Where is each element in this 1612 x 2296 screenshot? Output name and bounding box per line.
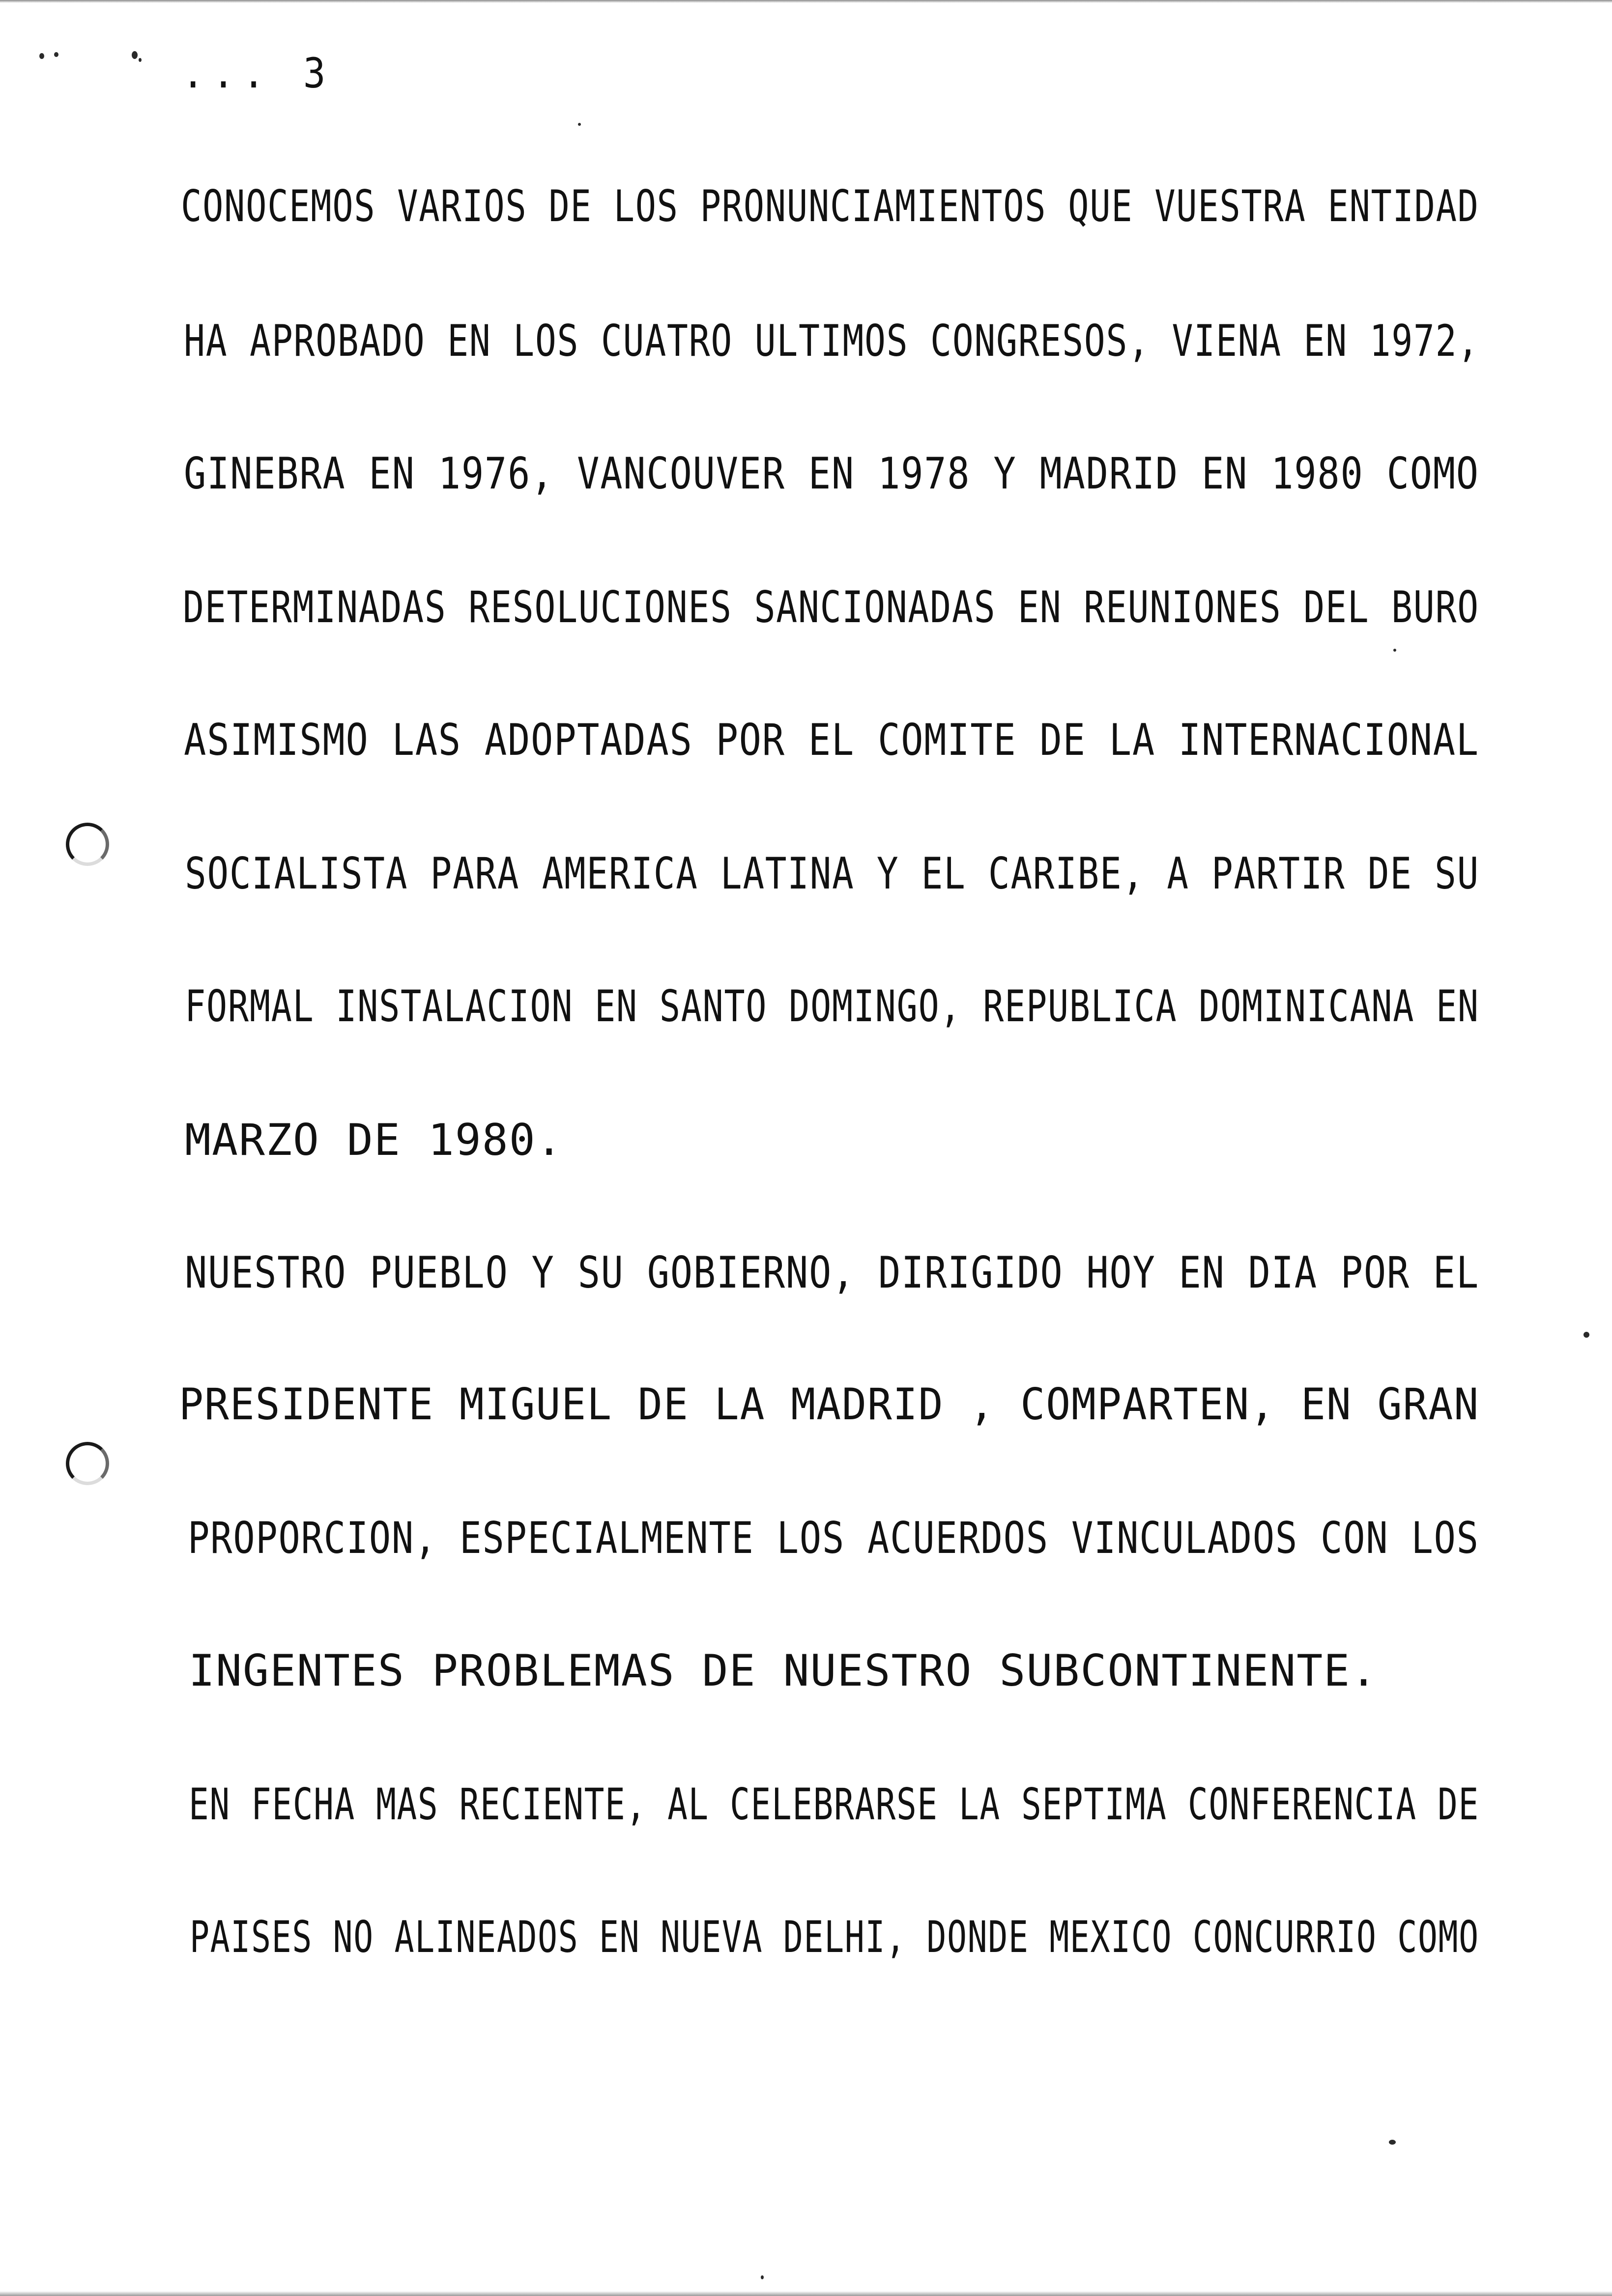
scan-speck: [1389, 2140, 1396, 2145]
scan-speck: [132, 51, 138, 59]
scan-speck: [1583, 1332, 1589, 1338]
body-line: NUESTRO PUEBLO Y SU GOBIERNO, DIRIGIDO HOY EN DIA POR EL: [185, 1247, 1480, 1298]
body-line: DETERMINADAS RESOLUCIONES SANCIONADAS EN REUNIONES DEL BURO: [183, 582, 1479, 632]
page-number-marker: ... 3: [182, 49, 334, 97]
scan-speck: [761, 2275, 764, 2279]
body-line: GINEBRA EN 1976, VANCOUVER EN 1978 Y MADRID EN 1980 COMO: [184, 448, 1479, 499]
scan-edge-top: [0, 0, 1612, 3]
punch-hole: [66, 823, 109, 866]
scan-speck: [139, 58, 142, 62]
body-line: INGENTES PROBLEMAS DE NUESTRO SUBCONTINENTE.: [189, 1645, 1378, 1696]
body-line: MARZO DE 1980.: [185, 1115, 563, 1165]
scan-speck: [1393, 649, 1396, 652]
scan-edge-bottom: [0, 2291, 1612, 2296]
scan-speck: [54, 52, 58, 57]
body-line: FORMAL INSTALACION EN SANTO DOMINGO, REPUBLICA DOMINICANA EN: [185, 981, 1479, 1032]
body-line: PROPORCION, ESPECIALMENTE LOS ACUERDOS VINCULADOS CON LOS: [188, 1513, 1479, 1563]
body-line: EN FECHA MAS RECIENTE, AL CELEBRARSE LA SEPTIMA CONFERENCIA DE: [189, 1779, 1479, 1830]
body-line: ASIMISMO LAS ADOPTADAS POR EL COMITE DE LA INTERNACIONAL: [184, 715, 1479, 765]
scan-speck: [39, 53, 44, 59]
punch-hole: [66, 1442, 109, 1485]
body-line: HA APROBADO EN LOS CUATRO ULTIMOS CONGRESOS, VIENA EN 1972,: [184, 316, 1479, 366]
body-line: PRESIDENTE MIGUEL DE LA MADRID , COMPARTEN, EN GRAN: [179, 1379, 1480, 1430]
body-line: PAISES NO ALINEADOS EN NUEVA DELHI, DONDE MEXICO CONCURRIO COMO: [190, 1912, 1479, 1962]
body-line: CONOCEMOS VARIOS DE LOS PRONUNCIAMIENTOS QUE VUESTRA ENTIDAD: [181, 181, 1479, 231]
scan-speck: [578, 123, 581, 126]
body-line: SOCIALISTA PARA AMERICA LATINA Y EL CARIBE, A PARTIR DE SU: [185, 848, 1480, 899]
